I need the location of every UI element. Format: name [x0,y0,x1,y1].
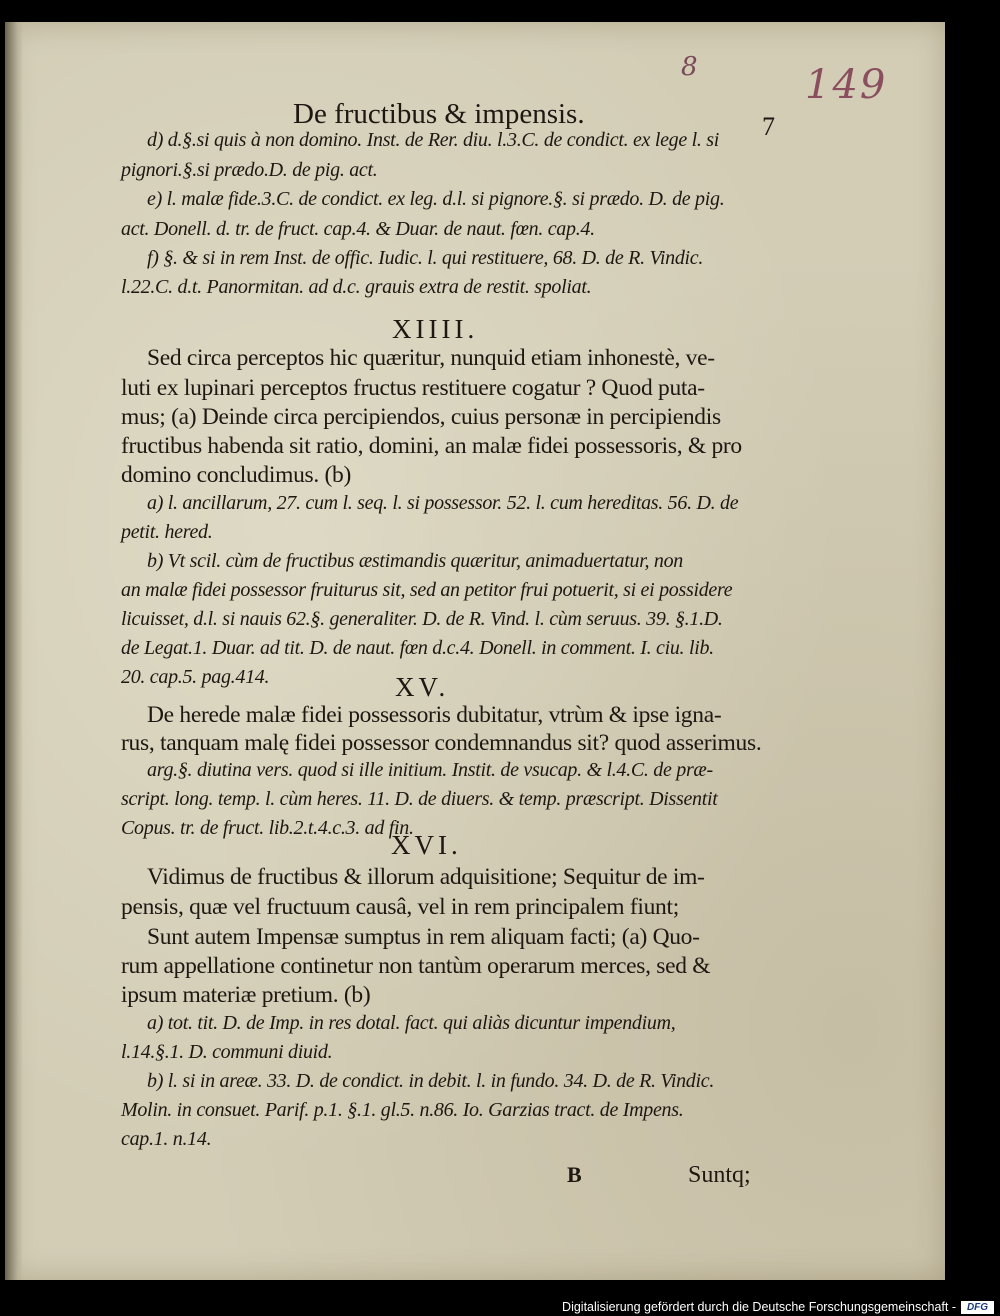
note-line: l.14.§.1. D. communi diuid. [121,1041,333,1063]
note-line: d) d.§.si quis à non domino. Inst. de Rer. diu. l.3.C. de condict. ex lege l. si [147,129,720,151]
section-heading: XIIII. [392,314,479,344]
body-line: Vidimus de fructibus & illorum adquisitione; Sequitur de im- [147,864,705,890]
page-gutter-shadow [5,22,23,1280]
note-line: Copus. tr. de fruct. lib.2.t.4.c.3. ad fin. [121,817,414,839]
note-line: arg.§. diutina vers. quod si ille initium. Instit. de vsucap. & l.4.C. de præ- [147,759,713,781]
note-line: script. long. temp. l. cùm heres. 11. D. de diuers. & temp. præscript. Dissentit [121,788,718,810]
note-line: cap.1. n.14. [121,1128,212,1150]
footer-credit: Digitalisierung gefördert durch die Deutsche Forschungsgemeinschaft - [562,1300,956,1314]
body-line: ipsum materiæ pretium. (b) [121,982,371,1008]
catchword: Suntq; [688,1162,751,1188]
section-heading: XVI. [391,830,462,860]
note-line: l.22.C. d.t. Panormitan. ad d.c. grauis extra de restit. spoliat. [121,276,592,298]
note-line: b) Vt scil. cùm de fructibus æstimandis quæritur, animaduertatur, non [147,550,683,572]
body-line: domino concludimus. (b) [121,462,352,488]
body-line: Sed circa perceptos hic quæritur, nunquid etiam inhonestè, ve- [147,345,715,371]
note-line: 20. cap.5. pag.414. [121,666,270,688]
page-number: 7 [762,112,775,141]
note-line: pignori.§.si prædo.D. de pig. act. [121,159,378,181]
note-line: b) l. si in areæ. 33. D. de condict. in debit. l. in fundo. 34. D. de R. Vindic. [147,1070,715,1092]
body-line: rus, tanquam malę fidei possessor condemnandus sit? quod asserimus. [121,730,762,756]
signature-mark: B [567,1162,582,1187]
note-line: a) tot. tit. D. de Imp. in res dotal. fact. qui aliàs dicuntur impendium, [147,1012,676,1034]
note-line: de Legat.1. Duar. ad tit. D. de naut. fœn d.c.4. Donell. in comment. I. ciu. lib. [121,637,714,659]
note-line: a) l. ancillarum, 27. cum l. seq. l. si possessor. 52. l. cum hereditas. 56. D. de [147,492,739,514]
book-page [5,22,945,1280]
body-line: luti ex lupinari perceptos fructus restituere cogatur ? Quod puta- [121,375,705,401]
note-line: act. Donell. d. tr. de fruct. cap.4. & Duar. de naut. fœn. cap.4. [121,218,595,240]
note-line: petit. hered. [121,521,213,543]
body-line: fructibus habenda sit ratio, domini, an malæ fidei possessoris, & pro [121,433,742,459]
handwritten-mark: 8 [681,52,698,82]
body-line: Sunt autem Impensæ sumptus in rem aliquam facti; (a) Quo- [147,924,700,950]
note-line: Molin. in consuet. Parif. p.1. §.1. gl.5. n.86. Io. Garzias tract. de Impens. [121,1099,684,1121]
body-line: rum appellatione continetur non tantùm operarum merces, sed & [121,953,711,979]
note-line: licuisset, d.l. si nauis 62.§. generaliter. D. de R. Vind. l. cùm seruus. 39. §.1.D. [121,608,723,630]
running-title: De fructibus & impensis. [293,98,585,130]
note-line: f) §. & si in rem Inst. de offic. Iudic. l. qui restituere, 68. D. de R. Vindic. [147,247,704,269]
note-line: e) l. malæ fide.3.C. de condict. ex leg. d.l. si pignore.§. si prædo. D. de pig. [147,188,725,210]
section-heading: XV. [395,672,450,702]
handwritten-folio-number: 149 [805,62,888,108]
body-line: mus; (a) Deinde circa percipiendos, cuius personæ in percipiendis [121,404,721,430]
note-line: an malæ fidei possessor fruiturus sit, sed an petitor frui potuerit, si ei possidere [121,579,733,601]
dfg-logo: DFG [961,1301,994,1314]
body-line: pensis, quæ vel fructuum causâ, vel in rem principalem fiunt; [121,894,679,920]
body-line: De herede malæ fidei possessoris dubitatur, vtrùm & ipse igna- [147,702,722,728]
